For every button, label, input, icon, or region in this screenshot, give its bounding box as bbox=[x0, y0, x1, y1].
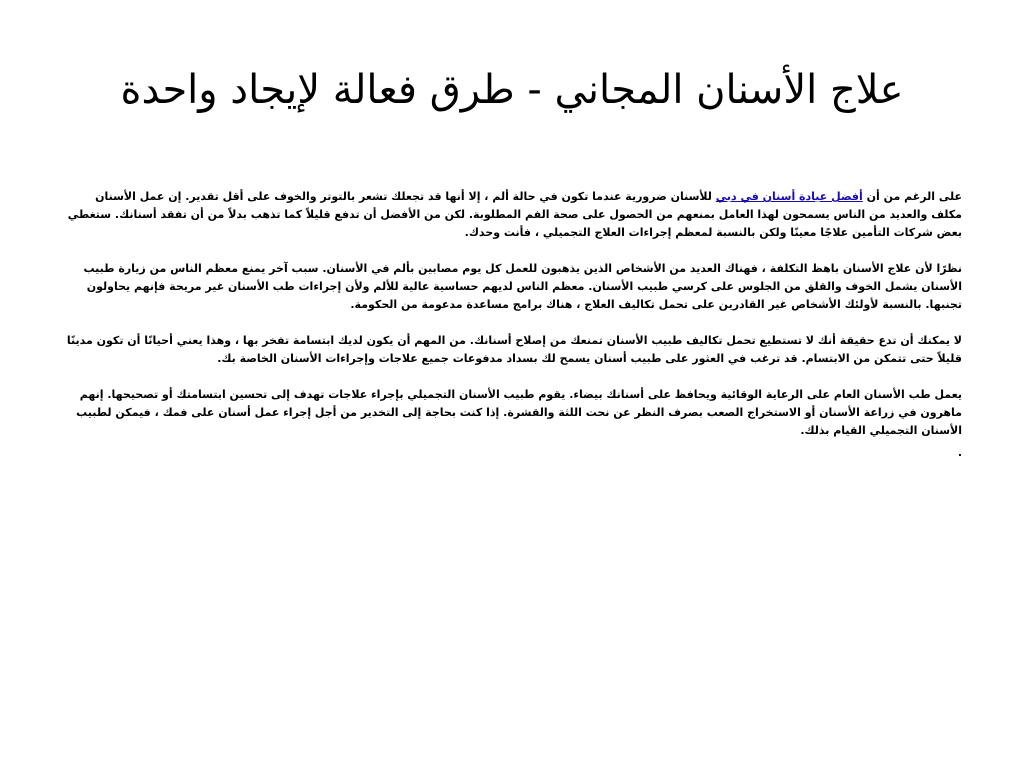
paragraph-cost: نظرًا لأن علاج الأسنان باهظ التكلفة ، فهناك العديد من الأشخاص الذين يذهبون للعمل كل يوم مصابين بألم في الأسنان. سبب آخر يمنع معظم الناس من زيارة طبيب الأسنان يشمل الخوف والقلق من الجلوس على كرسي طبيب الأسنان. معظم الناس لديهم حساسية عالية للألم ولأن إجراءات طب الأسنان غير مريحة فإنهم يحاولون تجنبها. بالنسبة لأولئك الأشخاص غير القادرين على تحمل تكاليف العلاج ، هناك برامج مساعدة مدعومة من الحكومة. bbox=[83, 262, 962, 311]
paragraph-cosmetic: يعمل طب الأسنان العام على الرعاية الوقائية ويحافظ على أسنانك بيضاء. يقوم طبيب الأسنان التجميلي بإجراء علاجات تهدف إلى تحسين ابتسامتك أو تصحيحها. إنهم ماهرون في زراعة الأسنان أو الاستخراج الصعب بصرف النظر عن نحت اللثة والقشرة. إذا كنت بحاجة إلى التخدير من أجل إجراء عمل أسنان على فمك ، فيمكن لطبيب الأسنان التجميلي القيام بذلك. bbox=[76, 388, 962, 437]
paragraph-intro-rest: للأسنان ضرورية عندما تكون في حالة ألم ، إلا أنها قد تجعلك تشعر بالتوتر والخوف على أقل تقدير. إن عمل الأسنان مكلف والعديد من الناس يسمحون لهذا العامل بمنعهم من الحصول على صحة الفم المطلوبة. لكن من الأفضل أن تدفع قليلاً كما تذهب بدلاً من أن تفقد أسنانك. ستغطي بعض شركات التأمين علاجًا معينًا ولكن بالنسبة لمعظم إجراءات العلاج التجميلي ، فأنت وحدك. bbox=[67, 190, 962, 239]
article-body bbox=[66, 188, 962, 462]
dental-clinic-link[interactable]: أفضل عيادة أسنان في دبي bbox=[715, 190, 863, 203]
page-title: علاج الأسنان المجاني - طرق فعالة لإيجاد واحدة bbox=[120, 67, 904, 113]
trailing-period: . bbox=[957, 446, 962, 459]
paragraph-intro-lead: على الرغم من أن bbox=[866, 190, 962, 203]
paragraph-intro bbox=[66, 188, 962, 242]
paragraph-smile: لا يمكنك أن تدع حقيقة أنك لا تستطيع تحمل تكاليف طبيب الأسنان تمنعك من إصلاح أسنانك. من المهم أن يكون لديك ابتسامة تفخر بها ، وهذا يعني أحيانًا أن تكون مدينًا قليلاً حتى تتمكن من الابتسام. قد ترغب في العثور على طبيب أسنان يسمح لك بسداد مدفوعات جميع علاجات وإجراءات الأسنان الخاصة بك. bbox=[66, 334, 962, 365]
